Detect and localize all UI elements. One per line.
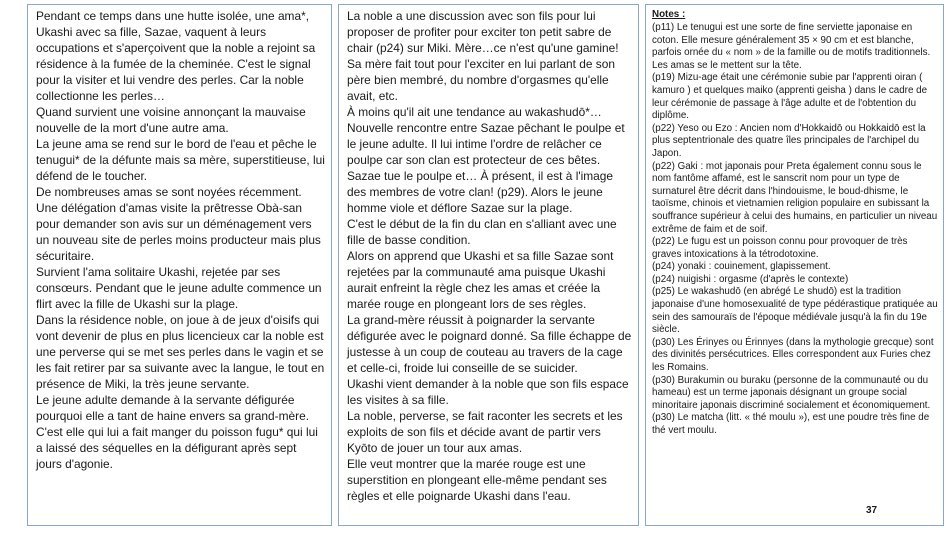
paragraph: La jeune ama se rend sur le bord de l'eau et pêche le tenugui* de la défunte mais sa mère, superstitieuse, lui défend de le toucher. xyxy=(36,137,325,183)
paragraph: La grand-mère réussit à poignarder la servante défigurée avec le poignard donné. Sa fille échappe de justesse à un coup de couteau au travers de la cage et celle-ci, froide lui conseille de se suicider. xyxy=(347,313,632,375)
note-item: (p30) Le matcha (litt. « thé moulu »), est une poudre très fine de thé vert moulu. xyxy=(652,412,930,436)
paragraph: Quand survient une voisine annonçant la mauvaise nouvelle de la mort d'une autre ama. xyxy=(36,105,306,135)
paragraph: Alors on apprend que Ukashi et sa fille Sazae sont rejetées par la communauté ama puisque Ukashi aurait enfreint la règle chez les amas et créée la marée rouge en plongeant lors de ses règles. xyxy=(347,249,614,311)
note-item: (p11) Le tenugui est une sorte de fine serviette japonaise en coton. Elle mesure généralement 35 × 90 cm et est blanche, parfois ornée du « nom » de la famille ou de motifs traditionnels. Les amas se le mettent sur la tête. xyxy=(652,22,931,71)
note-item: (p30) Les Érinyes ou Érinnyes (dans la mythologie grecque) sont des divinités persécutrices. Elles correspondent aux Furies chez les Romains. xyxy=(652,336,934,374)
page-number: 37 xyxy=(866,505,878,516)
notes-title: Notes : xyxy=(652,9,686,20)
paragraph: C'est le début de la fin du clan en s'alliant avec une fille de basse condition. xyxy=(347,217,617,247)
note-item: (p30) Burakumin ou buraku (personne de la communauté ou du hameau) est un terme japonais désignant un groupe social minoritaire japonais discriminé socialement et économiquement. xyxy=(652,374,931,411)
note-item: (p24) yonaki : couinement, glapissement. xyxy=(652,261,831,273)
paragraph: Pendant ce temps dans une hutte isolée, une ama*, Ukashi avec sa fille, Sazae, vaquent à leurs occupations et s'aperçoivent que la noble a rejoint sa résidence à la fumée de la cheminée. C'est le signal pour la visiter et lui vendre des perles. Car la noble collectionne les perles… xyxy=(36,9,316,103)
paragraph: Survient l'ama solitaire Ukashi, rejetée par ses consœurs. Pendant que le jeune adulte commence un flirt avec la fille de Ukashi sur la plage. xyxy=(36,265,322,311)
paragraph: C'est elle qui lui a fait manger du poisson fugu* qui lui a laissé des séquelles en la défigurant après sept jours d'agonie. xyxy=(36,425,318,471)
note-item: (p22) Yeso ou Ezo : Ancien nom d'Hokkaidō ou Hokkaidō est la plus septentrionale des quatre îles principales de l'archipel du Japon. xyxy=(652,122,926,159)
story-column-2 xyxy=(338,4,639,526)
note-item: (p22) Le fugu est un poisson connu pour provoquer de très graves intoxications à la tétrodotoxine. xyxy=(652,236,908,260)
paragraph: La noble a une discussion avec son fils pour lui proposer de profiter pour exciter ton petit sabre de chair (p24) sur Miki. Mère…ce n'est qu'une gamine! Sa mère fait tout pour l'exciter en lui parlant de son père bien membré, du nombre d'orgasmes qu'elle avait, etc. xyxy=(347,9,619,103)
paragraph: Dans la résidence noble, on joue à de jeux d'oisifs qui vont devenir de plus en plus licencieux car la noble est une perverse qui se met ses perles dans le vagin et se les fait retirer par sa suivante avec la langue, le tout en présence de Miki, la très jeune servante. xyxy=(36,313,325,391)
note-item: (p24) nuigishi : orgasme (d'après le contexte) xyxy=(652,273,849,285)
paragraph: Elle veut montrer que la marée rouge est une superstition en plongeant elle-même pendant ses règles et elle poignarde Ukashi dans l'eau. xyxy=(347,457,607,503)
note-item: (p22) Gaki : mot japonais pour Preta également connu sous le nom fantôme affamé, est le sanscrit nom pour un type de surnaturel être décrit dans l'hindouisme, le boud-dhisme, le taoïsme, chinois et vietnamien religion populaire en subissant la souffrance supérieur à celui des humains, en particulier un niveau extrême de faim et de soif. xyxy=(652,160,938,235)
note-item: (p19) Mizu-age était une cérémonie subie par l'apprenti oiran ( kamuro ) et quelques maiko (apprenti geisha ) dans le cadre de leur cérémonie de passage à l'âge adulte et de l'obtention du diplôme. xyxy=(652,72,928,122)
notes-column xyxy=(645,4,944,526)
paragraph: Ukashi vient demander à la noble que son fils espace les visites à sa fille. xyxy=(347,377,629,407)
paragraph: Une délégation d'amas visite la prêtresse Obà-san pour demander son avis sur un déménagement vers un nouveau site de perles moins producteur mais plus sécuritaire. xyxy=(36,201,321,263)
paragraph: À moins qu'il ait une tendance au wakashudō*… Nouvelle rencontre entre Sazae pêchant le poulpe et le jeune adulte. Il lui intime l'ordre de relâcher ce poulpe car son clan est protecteur de ces bêtes. Sazae tue le poulpe et… À présent, il est à l'image des membres de votre clan! (p29). Alors le jeune homme viole et déflore Sazae sur la plage. xyxy=(347,105,625,215)
paragraph: La noble, perverse, se fait raconter les secrets et les exploits de son fils et décide avant de partir vers Kyōto de jouer un tour aux amas. xyxy=(347,409,623,455)
note-item: (p25) Le wakashudō (en abrégé Le shudō) est la tradition japonaise d'une homosexualité de type pédérastique pratiquée au sein des samouraïs de l'époque médiévale jusqu'à la fin du 19e siècle. xyxy=(652,286,938,336)
paragraph: Le jeune adulte demande à la servante défigurée pourquoi elle a tant de haine envers sa grand-mère. xyxy=(36,393,309,423)
paragraph: De nombreuses amas se sont noyées récemment. xyxy=(36,185,302,199)
story-column-1 xyxy=(27,4,332,526)
